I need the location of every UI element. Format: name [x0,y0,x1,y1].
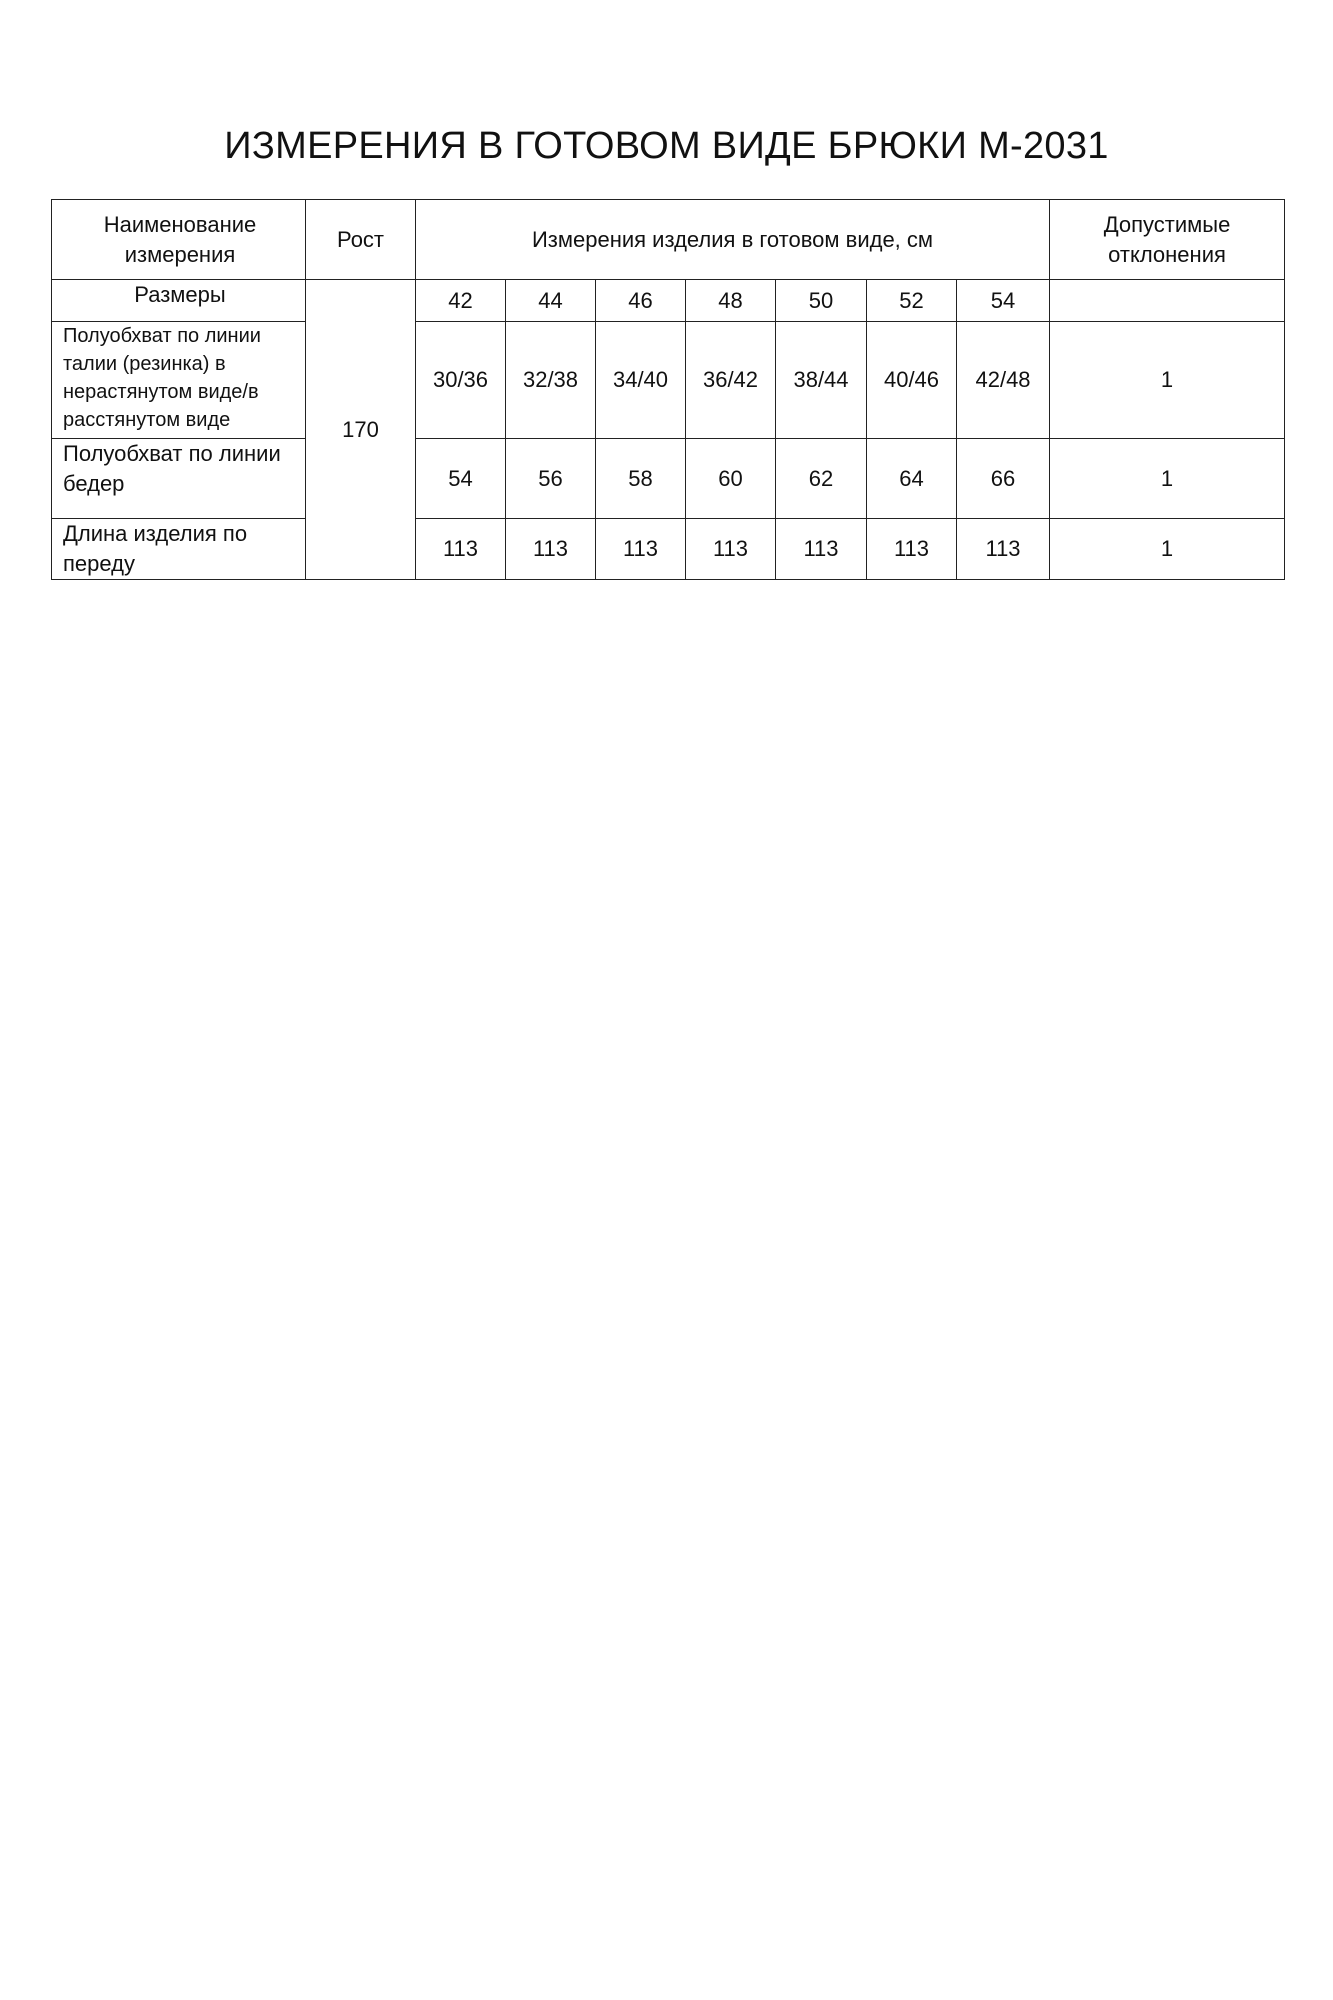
sizes-label-cell: Размеры [52,280,306,322]
value-cell: 58 [596,439,686,519]
size-cell: 46 [596,280,686,322]
sizes-row [52,280,1285,322]
value-cell: 42/48 [957,322,1050,439]
page-title: ИЗМЕРЕНИЯ В ГОТОВОМ ВИДЕ БРЮКИ М-2031 [224,125,1109,167]
table-row [52,519,1285,580]
value-cell: 113 [867,519,957,580]
value-cell: 40/46 [867,322,957,439]
value-cell: 38/44 [776,322,867,439]
value-cell: 30/36 [416,322,506,439]
header-row [52,200,1285,280]
measurement-name-cell: Полуобхват по линии бедер [52,439,306,519]
table-row [52,439,1285,519]
empty-tolerance-cell [1050,280,1285,322]
tolerance-cell: 1 [1050,322,1285,439]
value-cell: 113 [416,519,506,580]
value-cell: 64 [867,439,957,519]
value-cell: 54 [416,439,506,519]
value-cell: 60 [686,439,776,519]
value-cell: 34/40 [596,322,686,439]
value-cell: 113 [776,519,867,580]
value-cell: 62 [776,439,867,519]
header-measurements-cell: Измерения изделия в готовом виде, см [416,200,1050,280]
height-value-cell: 170 [306,280,416,580]
size-cell: 44 [506,280,596,322]
header-height-cell: Рост [306,200,416,280]
value-cell: 113 [596,519,686,580]
size-cell: 48 [686,280,776,322]
size-cell: 50 [776,280,867,322]
value-cell: 113 [506,519,596,580]
value-cell: 32/38 [506,322,596,439]
header-tolerance-cell: Допустимые отклонения [1050,200,1285,280]
value-cell: 66 [957,439,1050,519]
header-name-cell: Наименование измерения [52,200,306,280]
tolerance-cell: 1 [1050,439,1285,519]
value-cell: 113 [957,519,1050,580]
measurements-table [51,199,1285,580]
size-cell: 52 [867,280,957,322]
size-cell: 54 [957,280,1050,322]
value-cell: 36/42 [686,322,776,439]
measurement-name-cell: Длина изделия по переду [52,519,306,580]
value-cell: 56 [506,439,596,519]
value-cell: 113 [686,519,776,580]
tolerance-cell: 1 [1050,519,1285,580]
measurement-name-cell: Полуобхват по линии талии (резинка) в нерастянутом виде/в расстянутом виде [52,322,306,439]
size-cell: 42 [416,280,506,322]
table-row [52,322,1285,439]
